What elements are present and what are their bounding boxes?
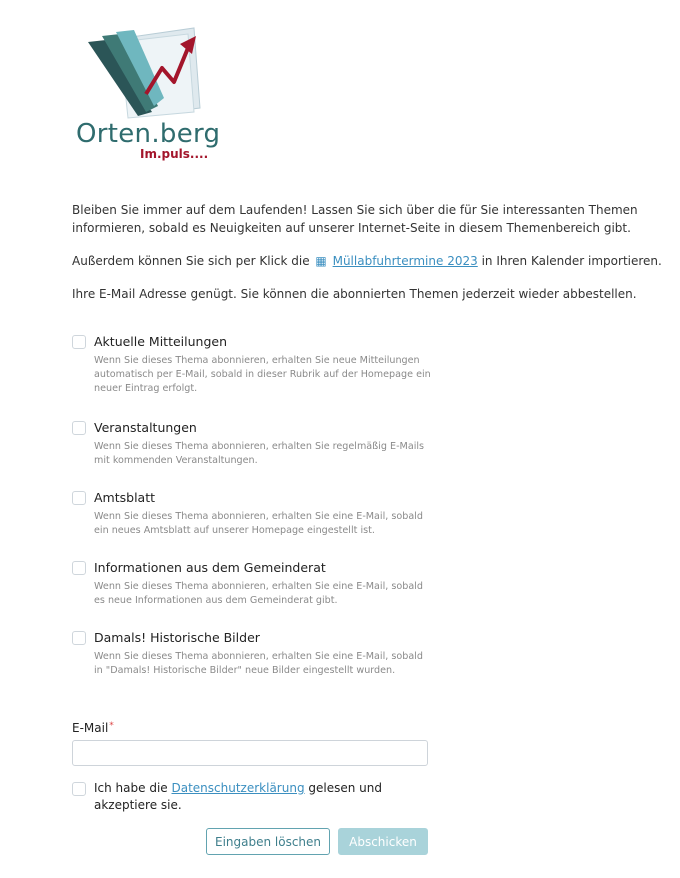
intro-p2-before: Außerdem können Sie sich per Klick die <box>72 254 310 268</box>
intro-paragraph-3: Ihre E-Mail Adresse genügt. Sie können die abonnierten Themen jederzeit wieder abbestellen. <box>72 287 637 301</box>
waste-calendar-link[interactable]: Müllabfuhrtermine 2023 <box>332 254 478 268</box>
topic-item-historische-bilder <box>72 629 432 715</box>
topic-item-gemeinderat <box>72 559 432 629</box>
submit-button[interactable]: Abschicken <box>338 828 428 855</box>
topic-description: Wenn Sie dieses Thema abonnieren, erhalten Sie regelmäßig E-Mails mit kommenden Veranstaltungen. <box>94 441 425 466</box>
intro-paragraph-1: Bleiben Sie immer auf dem Laufenden! Lassen Sie sich über die für Sie interessanten Themen informieren, sobald es Neuigkeiten auf unserer Internet-Seite in diesem Themenbereich gibt. <box>72 203 638 235</box>
topic-title[interactable]: Amtsblatt <box>94 490 156 505</box>
topic-checkbox[interactable] <box>72 421 86 435</box>
topic-checkbox[interactable] <box>72 335 86 349</box>
email-label <box>72 721 114 735</box>
topic-checkbox[interactable] <box>72 491 86 505</box>
topic-description: Wenn Sie dieses Thema abonnieren, erhalten Sie eine E-Mail, sobald in "Damals! Historische Bilder" neue Bilder eingestellt wurden. <box>94 651 423 676</box>
privacy-policy-link[interactable]: Datenschutzerklärung <box>171 781 305 795</box>
topic-list <box>72 333 432 715</box>
site-logo[interactable] <box>76 20 236 162</box>
consent-text-after: gelesen und akzeptiere sie. <box>94 781 383 812</box>
required-mark: * <box>109 721 114 731</box>
logo-wordmark: Orten.berg <box>76 119 221 149</box>
topic-checkbox[interactable] <box>72 561 86 575</box>
privacy-consent <box>72 780 432 814</box>
calendar-icon: ▦ <box>315 254 327 268</box>
topic-item-aktuelle-mitteilungen <box>72 333 432 419</box>
topic-description: Wenn Sie dieses Thema abonnieren, erhalten Sie eine E-Mail, sobald es neue Informationen aus dem Gemeinderat gibt. <box>94 581 423 606</box>
topic-item-veranstaltungen <box>72 419 432 489</box>
topic-item-amtsblatt <box>72 489 432 559</box>
email-input[interactable] <box>72 740 428 766</box>
topic-description: Wenn Sie dieses Thema abonnieren, erhalten Sie neue Mitteilungen automatisch per E-Mail, sobald in dieser Rubrik auf der Homepage ein neuer Eintrag erfolgt. <box>94 355 431 394</box>
consent-text-before: Ich habe die <box>94 781 168 795</box>
intro-paragraph-2 <box>72 252 672 270</box>
intro-p2-after: in Ihren Kalender importieren. <box>481 254 662 268</box>
intro-text <box>72 201 672 318</box>
topic-title[interactable]: Damals! Historische Bilder <box>94 630 260 645</box>
privacy-consent-checkbox[interactable] <box>72 782 86 796</box>
topic-title[interactable]: Informationen aus dem Gemeinderat <box>94 560 326 575</box>
email-label-text: E-Mail <box>72 721 109 735</box>
topic-title[interactable]: Aktuelle Mitteilungen <box>94 334 228 349</box>
topic-title[interactable]: Veranstaltungen <box>94 420 197 435</box>
topic-description: Wenn Sie dieses Thema abonnieren, erhalten Sie eine E-Mail, sobald ein neues Amtsblatt auf unserer Homepage eingestellt ist. <box>94 511 423 536</box>
logo-graphic-icon <box>76 20 236 120</box>
topic-checkbox[interactable] <box>72 631 86 645</box>
reset-button[interactable]: Eingaben löschen <box>206 828 330 855</box>
logo-tagline: Im.puls.... <box>140 147 209 161</box>
